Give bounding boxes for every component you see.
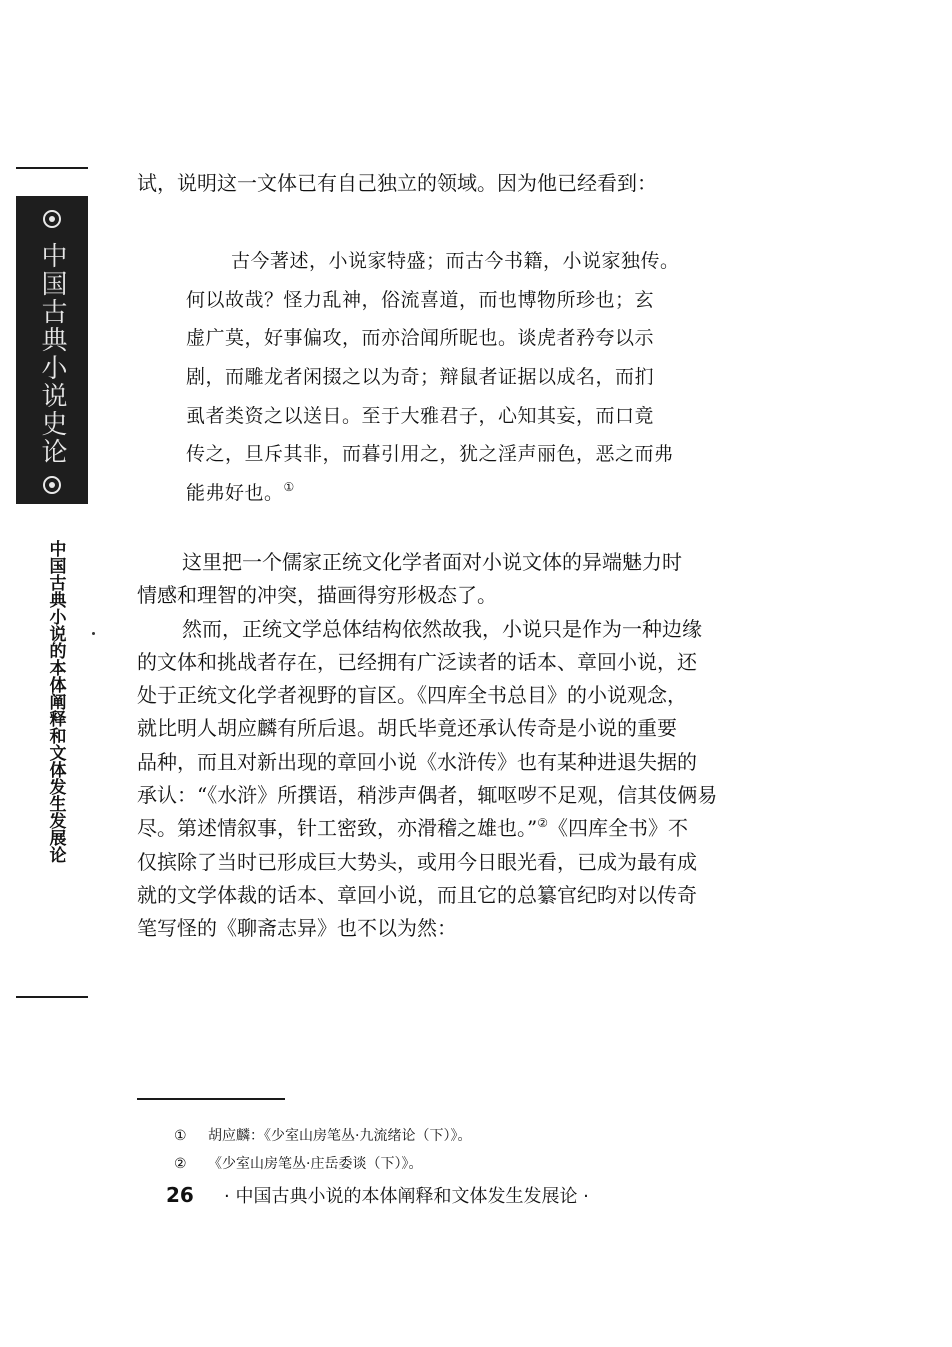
block-quote (186, 242, 746, 513)
circle-dot-icon (43, 210, 61, 228)
footnote-text: 《少室山房笔丛·庄岳委谈（下）》。 (208, 1156, 423, 1172)
sidebar-subtitle-block (40, 540, 70, 940)
footnote-mark: ② (174, 1156, 187, 1172)
text-segment: 《四库全书》不 (548, 816, 688, 841)
text-line: 品种，而且对新出现的章回小说《水浒传》也有某种进退失据的 (137, 749, 697, 774)
text-line: 这里把一个儒家正统文化学者面对小说文体的异端魅力时 (182, 550, 682, 574)
intro-paragraph (137, 169, 797, 198)
text-line: 承认：“《水浒》所撰语，稍涉声偶者，辄呕哕不足观，信其伎俩易 (137, 783, 718, 808)
scan-speck (92, 632, 95, 635)
text-line: 的文体和挑战者存在，已经拥有广泛读者的话本、章回小说，还 (137, 649, 697, 674)
sidebar-subtitle: 中国古典小说的本体阐释和文体发生发展论 (45, 540, 66, 863)
sidebar-book-title: 中国古典小说史论 (37, 242, 67, 466)
quote-line: 古今著述，小说家特盛；而古今书籍，小说家独传。 (231, 250, 680, 272)
text-line: 仅摈除了当时已形成巨大势头，或用今日眼光看，已成为最有成 (137, 849, 697, 874)
text-segment: 尽。第述情叙事，针工密致，亦滑稽之雄也。” (137, 816, 538, 841)
quote-line: 传之，旦斥其非，而暮引用之，犹之淫声丽色，恶之而弗 (186, 443, 674, 466)
body-text (137, 546, 797, 946)
footnote-text: 胡应麟：《少室山房笔丛·九流绪论（下）》。 (208, 1128, 472, 1144)
page-number: 26 (166, 1183, 194, 1207)
text-line: 就的文学体裁的话本、章回小说，而且它的总纂官纪昀对以传奇 (137, 882, 697, 907)
sidebar-title-block (16, 196, 88, 504)
quote-line: 虱者类资之以送日。至于大雅君子，心知其妄，而口竟 (186, 404, 655, 427)
footnote-ref: ① (283, 480, 295, 495)
footnote (174, 1122, 471, 1150)
page-footer (166, 1182, 589, 1208)
quote-last-text: 能弗好也。 (186, 482, 284, 505)
footnote (174, 1150, 471, 1178)
sidebar-bottom-rule (16, 996, 88, 998)
text-line: 然而，正统文学总体结构依然故我，小说只是作为一种边缘 (182, 616, 702, 641)
quote-line: 虚广莫，好事偏攻，而亦洽闻所昵也。谈虎者矜夸以示 (186, 327, 655, 350)
text-line (137, 812, 797, 845)
quote-line: 剧，而雕龙者闲掇之以为奇；辩鼠者证据以成名，而扪 (186, 366, 655, 389)
footnote-rule (137, 1098, 285, 1100)
footnotes (174, 1122, 471, 1178)
quote-line: 何以故哉？怪力乱神，俗流喜道，而也博物所珍也；玄 (186, 288, 655, 311)
text-line: 处于正统文化学者视野的盲区。《四库全书总目》的小说观念， (137, 683, 687, 708)
quote-line (186, 474, 746, 513)
footnote-ref: ② (537, 816, 548, 831)
text-line: 情感和理智的冲突，描画得穷形极态了。 (137, 583, 497, 608)
sidebar-top-rule (16, 167, 88, 169)
footnote-mark: ① (174, 1128, 187, 1144)
text-line: 笔写怪的《聊斋志异》也不以为然： (137, 916, 457, 941)
text-line: 就比明人胡应麟有所后退。胡氏毕竟还承认传奇是小说的重要 (137, 716, 677, 741)
text-line: 试，说明这一文体已有自己独立的领域。因为他已经看到： (137, 171, 657, 195)
circle-dot-icon (43, 476, 61, 494)
running-title: · 中国古典小说的本体阐释和文体发生发展论 · (224, 1186, 589, 1207)
